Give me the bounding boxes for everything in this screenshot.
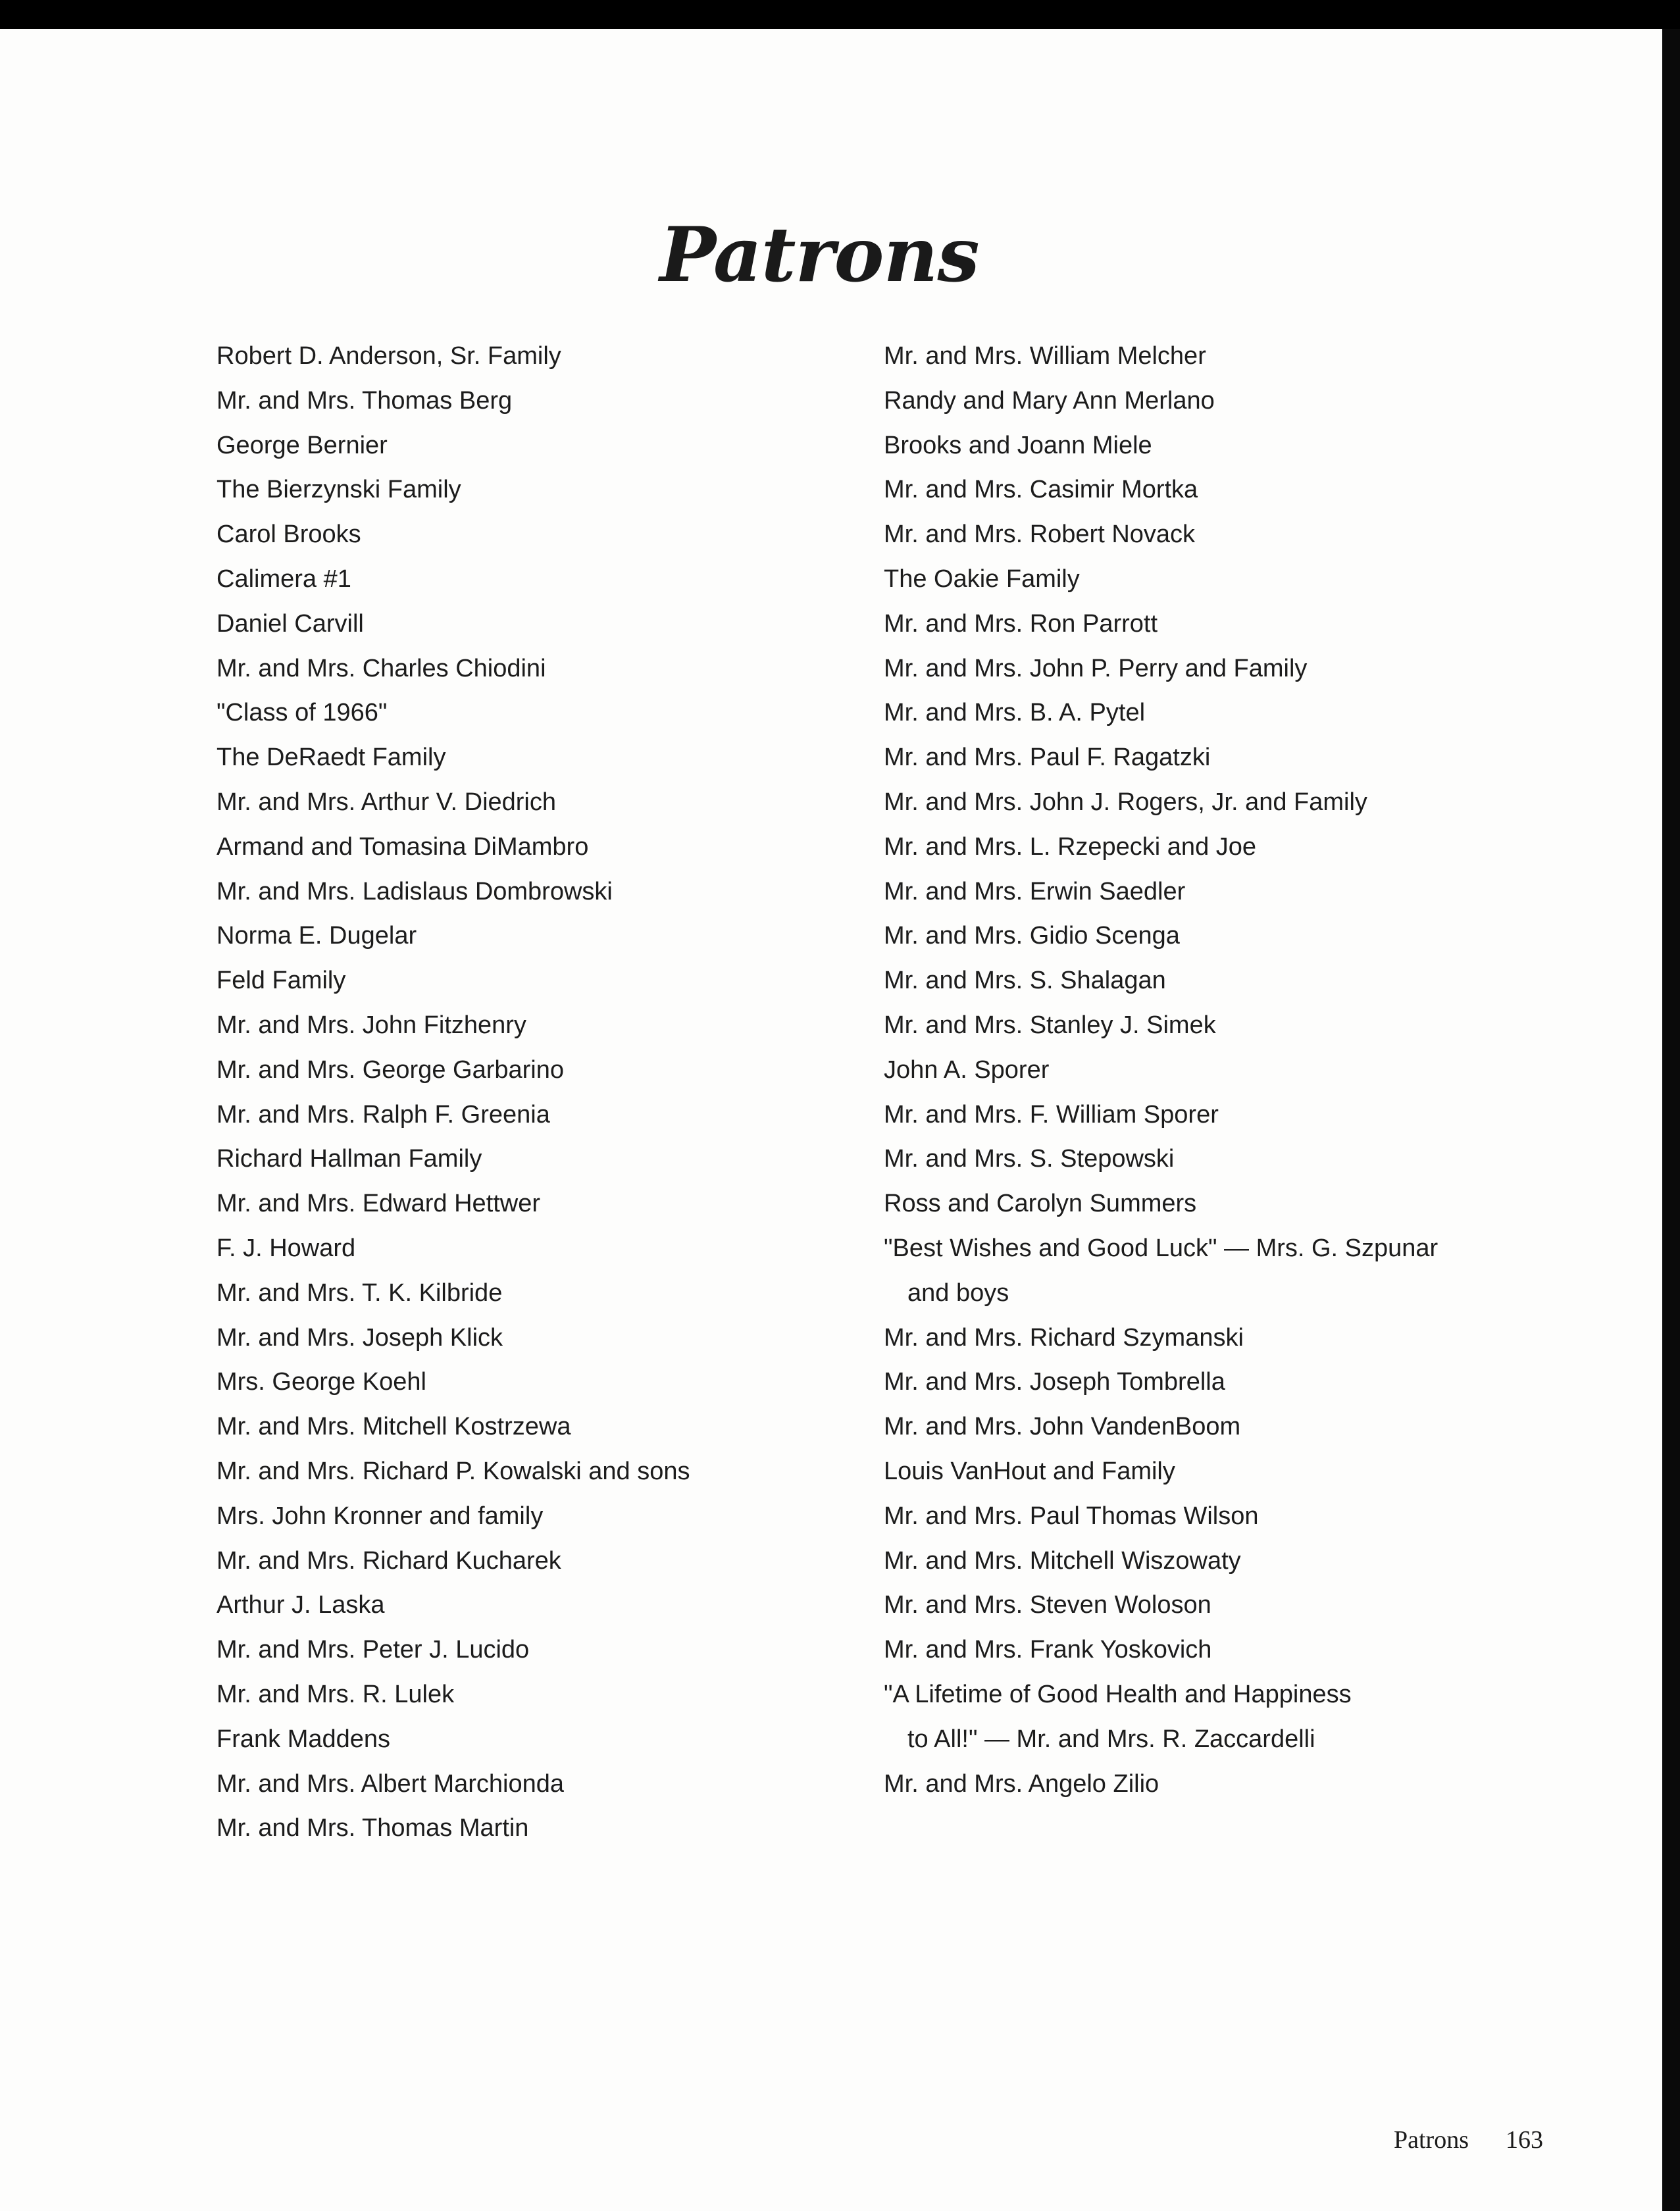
patron-entry: Mr. and Mrs. Thomas Martin (216, 1814, 529, 1842)
patron-entry: Mr. and Mrs. Thomas Berg (216, 386, 513, 415)
patron-entry: Mr. and Mrs. Charles Chiodini (216, 654, 546, 682)
page-title: Patrons (659, 211, 979, 299)
patron-entry: Mr. and Mrs. T. K. Kilbride (216, 1279, 503, 1307)
patron-entry: Mr. and Mrs. B. A. Pytel (884, 699, 1146, 727)
patron-entry: Randy and Mary Ann Merlano (884, 386, 1215, 415)
patron-entry: Arthur J. Laska (216, 1591, 385, 1619)
patron-entry: Frank Maddens (216, 1725, 391, 1753)
patron-entry: John A. Sporer (884, 1055, 1050, 1084)
patron-entry: The DeRaedt Family (216, 744, 446, 772)
patron-entry: Mr. and Mrs. Ladislaus Dombrowski (216, 877, 613, 905)
patron-entry: Brooks and Joann Miele (884, 431, 1152, 459)
patron-entry: Mr. and Mrs. Albert Marchionda (216, 1769, 564, 1798)
patron-entry: Mr. and Mrs. S. Shalagan (884, 967, 1166, 995)
page (0, 29, 1662, 2211)
page-footer (1394, 2125, 1543, 2154)
patron-entry: Mrs. George Koehl (216, 1368, 426, 1396)
patron-entry: Mr. and Mrs. Richard Kucharek (216, 1546, 561, 1575)
patron-entry: Mr. and Mrs. Paul F. Ragatzki (884, 744, 1211, 772)
patron-entry: Calimera #1 (216, 565, 351, 593)
patron-entry: Mr. and Mrs. L. Rzepecki and Joe (884, 832, 1257, 861)
patron-entry: Norma E. Dugelar (216, 922, 417, 950)
patron-entry: Mr. and Mrs. John VandenBoom (884, 1413, 1241, 1441)
patron-entry: "Best Wishes and Good Luck" — Mrs. G. Szpunar (884, 1234, 1438, 1262)
patron-entry: Mr. and Mrs. R. Lulek (216, 1680, 455, 1708)
patron-entry: Carol Brooks (216, 521, 361, 549)
patron-entry: Mr. and Mrs. Steven Woloson (884, 1591, 1211, 1619)
patron-entry: Feld Family (216, 967, 346, 995)
patron-entry: Richard Hallman Family (216, 1145, 482, 1173)
page-number: 163 (1506, 2126, 1543, 2154)
patron-entry: Robert D. Anderson, Sr. Family (216, 342, 561, 370)
patron-entry: Mr. and Mrs. Gidio Scenga (884, 922, 1180, 950)
patron-entry: Mr. and Mrs. Stanley J. Simek (884, 1011, 1216, 1039)
patron-entry: Mr. and Mrs. Ron Parrott (884, 609, 1158, 638)
patron-entry: Mr. and Mrs. Robert Novack (884, 521, 1196, 549)
patron-entry: Mr. and Mrs. Richard Szymanski (884, 1323, 1244, 1352)
patron-entry: Mrs. John Kronner and family (216, 1502, 544, 1530)
patron-entry: The Oakie Family (884, 565, 1080, 593)
patron-entry: "Class of 1966" (216, 699, 388, 727)
patron-entry: Mr. and Mrs. Arthur V. Diedrich (216, 788, 557, 816)
patron-entry: Mr. and Mrs. Richard P. Kowalski and sons (216, 1457, 690, 1485)
patron-entry: "A Lifetime of Good Health and Happiness (884, 1680, 1352, 1708)
scan-edge (1662, 29, 1680, 2211)
patron-entry: Mr. and Mrs. Joseph Tombrella (884, 1368, 1225, 1396)
patron-entry: Mr. and Mrs. John P. Perry and Family (884, 654, 1308, 682)
patron-entry: Mr. and Mrs. Casimir Mortka (884, 476, 1198, 504)
patron-entry: George Bernier (216, 431, 388, 459)
patron-entry: F. J. Howard (216, 1234, 356, 1262)
patron-entry: Mr. and Mrs. Mitchell Wiszowaty (884, 1546, 1241, 1575)
patron-entry: Mr. and Mrs. George Garbarino (216, 1055, 564, 1084)
patron-entry: Mr. and Mrs. John Fitzhenry (216, 1011, 526, 1039)
patron-entry: Mr. and Mrs. Mitchell Kostrzewa (216, 1413, 571, 1441)
patron-list-left (216, 334, 690, 1851)
patron-entry-continuation: to All!" — Mr. and Mrs. R. Zaccardelli (907, 1725, 1315, 1753)
patron-entry: Mr. and Mrs. Ralph F. Greenia (216, 1100, 550, 1129)
patron-entry: Mr. and Mrs. Joseph Klick (216, 1323, 503, 1352)
patron-entry: Mr. and Mrs. Angelo Zilio (884, 1769, 1159, 1798)
patron-entry: Mr. and Mrs. John J. Rogers, Jr. and Family (884, 788, 1367, 816)
patron-entry: Ross and Carolyn Summers (884, 1190, 1197, 1218)
patron-entry: Mr. and Mrs. William Melcher (884, 342, 1206, 370)
patron-entry: The Bierzynski Family (216, 476, 461, 504)
patron-entry: Mr. and Mrs. Paul Thomas Wilson (884, 1502, 1259, 1530)
patron-entry: Mr. and Mrs. Frank Yoskovich (884, 1636, 1212, 1664)
patron-entry: Mr. and Mrs. Edward Hettwer (216, 1190, 541, 1218)
patron-entry: Daniel Carvill (216, 609, 364, 638)
patron-entry: Mr. and Mrs. Erwin Saedler (884, 877, 1186, 905)
patron-entry: Louis VanHout and Family (884, 1457, 1175, 1485)
patron-entry: Mr. and Mrs. Peter J. Lucido (216, 1636, 530, 1664)
patron-entry: Armand and Tomasina DiMambro (216, 832, 589, 861)
patron-entry: Mr. and Mrs. F. William Sporer (884, 1100, 1219, 1129)
patron-entry: Mr. and Mrs. S. Stepowski (884, 1145, 1175, 1173)
patron-entry-continuation: and boys (907, 1279, 1009, 1307)
patron-list-right (884, 334, 1438, 1806)
footer-section-name: Patrons (1394, 2126, 1469, 2154)
